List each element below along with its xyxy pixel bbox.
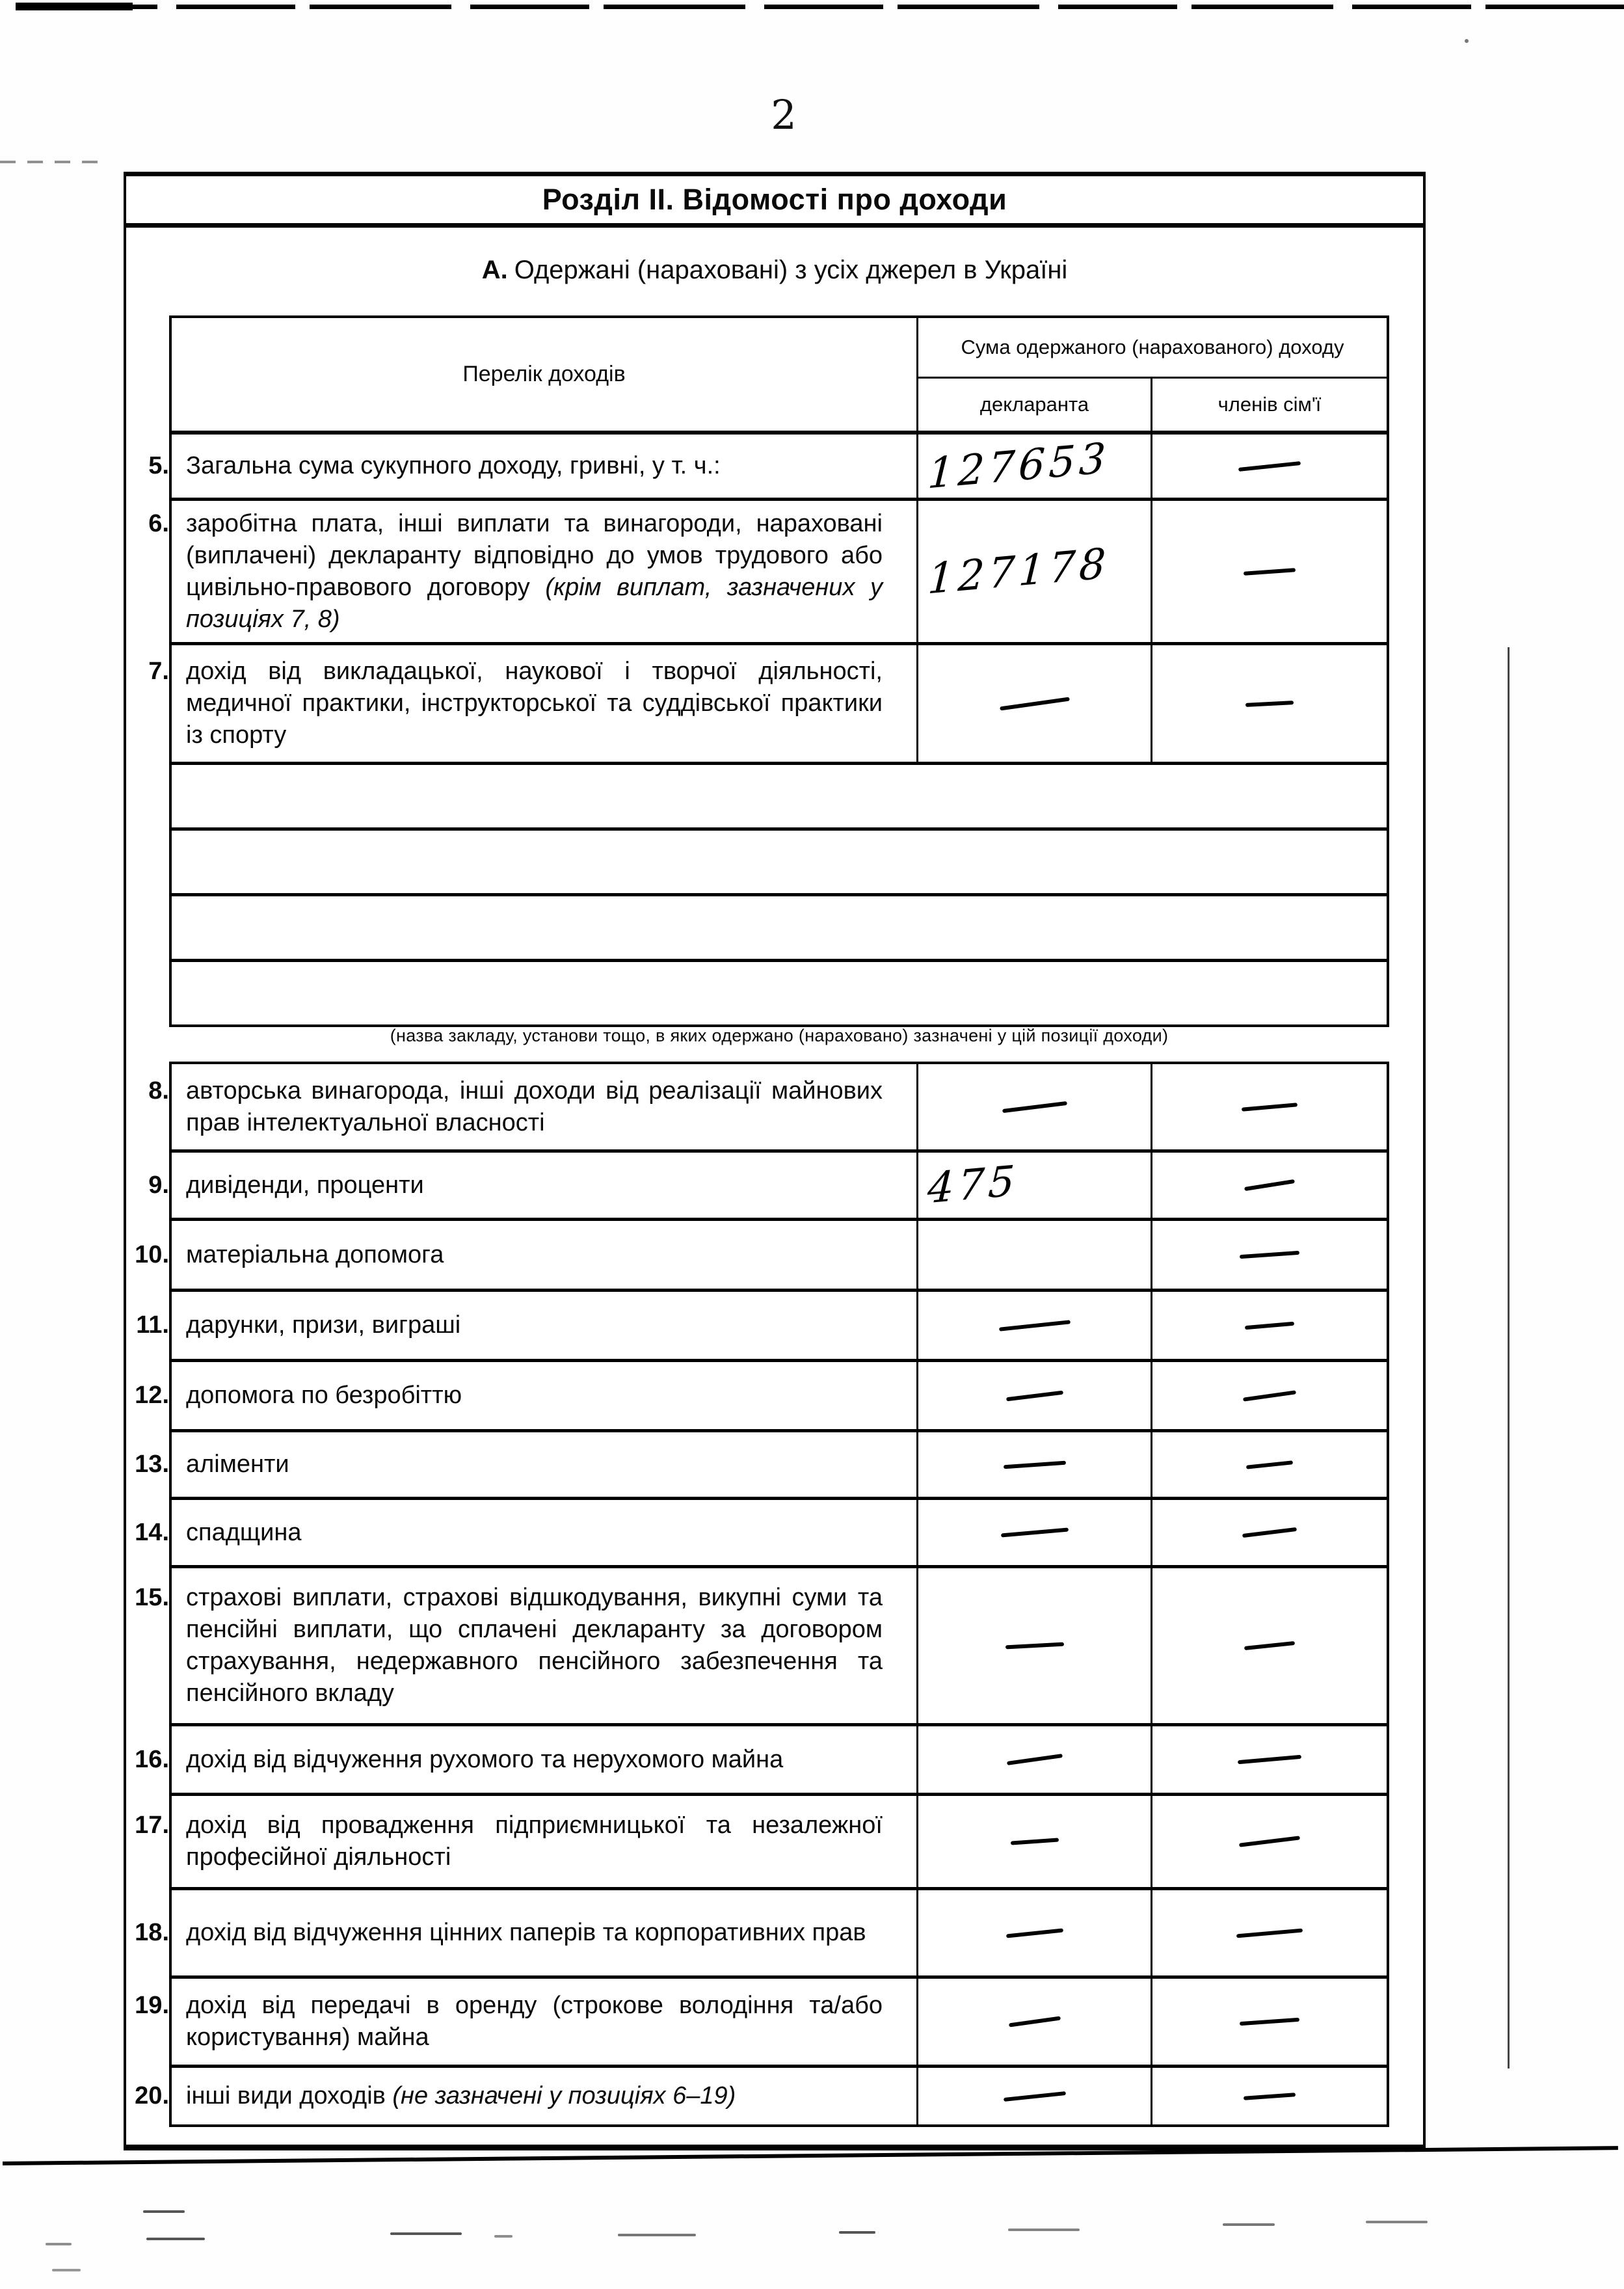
handwritten-dash: [1236, 1928, 1303, 1938]
income-row-5: [148, 433, 1387, 499]
declarant-amount-cell: [918, 1796, 1152, 1887]
handwritten-dash: [1238, 461, 1301, 471]
family-amount-cell: [1152, 1979, 1387, 2065]
income-label-cell: [136, 1292, 918, 1359]
declarant-amount-cell: [918, 1064, 1152, 1149]
income-row-6: [148, 498, 1387, 642]
family-amount-cell: [1152, 1796, 1387, 1887]
income-label-cell: [135, 1221, 918, 1289]
column-header-sum: [918, 318, 1387, 379]
income-label-cell: [135, 1726, 918, 1793]
page-number: 2: [771, 91, 797, 139]
handwritten-dash: [1240, 2018, 1299, 2026]
declarant-amount-cell: [918, 1292, 1152, 1359]
handwritten-dash: [1246, 1460, 1293, 1469]
declarant-amount-cell: [918, 1890, 1152, 1975]
handwritten-dash: [1007, 1754, 1063, 1765]
income-label: 12. допомога по безробіттю: [186, 1380, 883, 1412]
handwritten-dash: [1244, 1641, 1295, 1650]
scan-speck: [143, 2210, 185, 2213]
handwritten-dash: [1000, 697, 1070, 710]
income-label: 16. дохід від відчуження рухомого та нерухомого майна: [186, 1744, 883, 1776]
handwritten-dash: [1245, 701, 1294, 707]
row-number: 15.: [135, 1584, 169, 1611]
handwritten-amount: 475: [926, 1157, 1020, 1214]
subtitle-text: Одержані (нараховані) з усіх джерел в Україні: [514, 256, 1068, 284]
family-amount-cell: [1152, 435, 1387, 498]
family-amount-cell: [1152, 1500, 1387, 1565]
income-label: 7. дохід від викладацької, наукової і творчої діяльності, медичної практики, інструкторської та суддівської практики із спорту: [186, 656, 883, 751]
handwritten-dash: [1239, 1836, 1300, 1847]
family-amount-cell: [1152, 2068, 1387, 2124]
handwritten-dash: [1245, 1321, 1294, 1330]
handwritten-dash: [1002, 1101, 1067, 1112]
handwritten-dash: [1008, 2016, 1060, 2027]
handwritten-dash: [1003, 2091, 1065, 2101]
income-label: 20. інші види доходів (не зазначені у позиціях 6–19): [186, 2080, 883, 2112]
family-amount-cell: [1152, 501, 1387, 642]
income-label: 9. дивіденди, проценти: [186, 1170, 883, 1201]
column-header-income-list: [172, 318, 918, 431]
income-row-9: [148, 1149, 1387, 1218]
scan-speck: [618, 2234, 696, 2236]
income-rows-part2: [135, 1064, 1387, 2124]
income-label-cell: [135, 1568, 918, 1723]
handwritten-dash: [998, 1320, 1070, 1331]
column-header-family-label: членів сім'ї: [1218, 393, 1322, 416]
income-row-13: [135, 1429, 1387, 1497]
handwritten-amount: 127653: [926, 433, 1111, 499]
handwritten-dash: [1005, 1390, 1063, 1401]
family-amount-cell: [1152, 1890, 1387, 1975]
handwritten-dash: [1005, 1642, 1063, 1650]
column-header-income-list-label: Перелік доходів: [462, 362, 626, 386]
family-amount-cell: [1152, 1568, 1387, 1723]
declarant-amount-cell: [918, 645, 1152, 762]
handwritten-dash: [1240, 1251, 1299, 1259]
section-title: Розділ II. Відомості про доходи: [542, 183, 1007, 216]
institution-line: [172, 893, 1387, 959]
declarant-amount-cell: [918, 435, 1152, 498]
scan-speck: [1223, 2223, 1275, 2226]
income-label-cell: [135, 1890, 918, 1975]
income-table-part1: [148, 315, 1389, 1027]
income-row-18: [135, 1887, 1387, 1975]
scan-speck: [46, 2243, 72, 2245]
income-row-20: [135, 2065, 1387, 2124]
scan-speck: [146, 2238, 205, 2240]
institution-line: [172, 762, 1387, 827]
income-label-cell: [135, 1500, 918, 1565]
income-row-15: [135, 1565, 1387, 1723]
income-label-cell: [148, 1064, 918, 1149]
scan-speck: [839, 2231, 875, 2234]
institution-line: [172, 959, 1387, 1024]
income-label-cell: [135, 1362, 918, 1429]
scan-speck: [1366, 2221, 1428, 2223]
income-label-cell: [135, 1796, 918, 1887]
income-label: 15. страхові виплати, страхові відшкодування, викупні суми та пенсійні виплати, що сплачені декларанту за договором страхування, недержавного пенсійного забезпечення та пенсійного вкладу: [186, 1582, 883, 1709]
row-number: 10.: [135, 1240, 169, 1268]
scan-speck: [1465, 39, 1469, 43]
scan-artifact-top-line: [16, 5, 1624, 9]
row-number: 8.: [148, 1077, 169, 1104]
handwritten-dash: [1000, 1527, 1068, 1537]
income-label: 8. авторська винагорода, інші доходи від реалізації майнових прав інтелектуальної власності: [186, 1075, 883, 1139]
section-subtitle: [126, 256, 1423, 285]
row-number: 9.: [148, 1171, 169, 1199]
declarant-amount-cell: [918, 501, 1152, 642]
scan-speck: [52, 2269, 81, 2271]
declarant-amount-cell: [918, 1500, 1152, 1565]
institution-caption: (назва закладу, установи тощо, в яких одержано (нараховано) зазначені у цій позиції доходи): [390, 1026, 1169, 1045]
income-label: 19. дохід від передачі в оренду (строкове володіння та/або користування) майна: [186, 1990, 883, 2054]
subtitle-letter: А.: [481, 256, 508, 284]
column-header-declarant-label: декларанта: [979, 393, 1089, 416]
income-row-16: [135, 1723, 1387, 1793]
income-row-10: [135, 1218, 1387, 1289]
income-row-7: [148, 642, 1387, 762]
income-label-cell: [148, 1153, 918, 1218]
income-label-cell: [135, 2068, 918, 2124]
declarant-amount-cell: [918, 2068, 1152, 2124]
row-number: 17.: [135, 1812, 169, 1839]
declarant-amount-cell: [918, 1153, 1152, 1218]
income-label-cell: [148, 645, 918, 762]
family-amount-cell: [1152, 645, 1387, 762]
income-label-cell: [135, 1979, 918, 2065]
row-number: 13.: [135, 1451, 169, 1478]
handwritten-dash: [1003, 1460, 1065, 1469]
income-label-cell: [135, 1432, 918, 1497]
declarant-amount-cell: [918, 1726, 1152, 1793]
declarant-amount-cell: [918, 1221, 1152, 1289]
declarant-amount-cell: [918, 1432, 1152, 1497]
income-label: 5. Загальна сума сукупного доходу, гривні, у т. ч.:: [186, 450, 883, 482]
institution-blank-lines: [172, 762, 1387, 1024]
income-label: 13. аліменти: [186, 1449, 883, 1480]
income-table-part2: [135, 1062, 1389, 2127]
institution-line: [172, 827, 1387, 893]
family-amount-cell: [1152, 1726, 1387, 1793]
row-number: 16.: [135, 1745, 169, 1773]
income-row-12: [135, 1359, 1387, 1429]
column-header-sum-group: [918, 318, 1387, 431]
income-label-italic: (не зазначені у позиціях 6–19): [392, 2082, 736, 2109]
row-number: 14.: [135, 1518, 169, 1546]
family-amount-cell: [1152, 1432, 1387, 1497]
declarant-amount-cell: [918, 1362, 1152, 1429]
income-row-14: [135, 1497, 1387, 1565]
income-label: 10. матеріальна допомога: [186, 1239, 883, 1271]
column-header-declarant: [918, 379, 1152, 431]
income-row-19: [135, 1975, 1387, 2065]
section-box: [124, 172, 1426, 2150]
row-number: 19.: [135, 1992, 169, 2019]
income-row-8: [148, 1064, 1387, 1149]
income-label-italic: (крім виплат, зазначених у позиціях 7, 8): [186, 573, 883, 633]
income-label-cell: [148, 501, 918, 642]
row-number: 5.: [148, 452, 169, 479]
income-label: 14. спадщина: [186, 1517, 883, 1549]
row-number: 11.: [136, 1311, 169, 1339]
family-amount-cell: [1152, 1292, 1387, 1359]
scan-speck: [1008, 2229, 1080, 2231]
income-label: 18. дохід від відчуження цінних паперів та корпоративних прав: [186, 1917, 883, 1949]
handwritten-amount: 127178: [926, 539, 1111, 604]
handwritten-dash: [1244, 568, 1296, 576]
family-amount-cell: [1152, 1153, 1387, 1218]
income-label: 17. дохід від провадження підприємницької та незалежної професійної діяльності: [186, 1810, 883, 1873]
handwritten-dash: [1243, 1390, 1296, 1401]
row-number: 12.: [135, 1382, 169, 1409]
column-header-family: [1152, 379, 1387, 431]
family-amount-cell: [1152, 1064, 1387, 1149]
handwritten-dash: [1005, 1928, 1063, 1938]
income-row-11: [136, 1289, 1387, 1359]
column-header-sum-label: Сума одержаного (нарахованого) доходу: [961, 336, 1344, 358]
handwritten-dash: [1244, 2093, 1296, 2100]
family-amount-cell: [1152, 1221, 1387, 1289]
table-header: [172, 318, 1387, 435]
income-row-17: [135, 1793, 1387, 1887]
income-rows-part1: [148, 433, 1387, 762]
scan-speck: [494, 2235, 512, 2238]
handwritten-dash: [1242, 1103, 1298, 1111]
declarant-amount-cell: [918, 1979, 1152, 2065]
handwritten-dash: [1244, 1179, 1295, 1191]
income-label: 6. заробітна плата, інші виплати та винагороди, нараховані (виплачені) декларанту відповідно до умов трудового або цивільно-правового договору (крім виплат, зазначених у позиціях 7, 8): [186, 508, 883, 636]
column-subheaders: [918, 379, 1387, 431]
income-label-cell: [148, 435, 918, 498]
scan-artifact-right-line: [1508, 647, 1510, 2068]
row-number: 20.: [135, 2082, 169, 2109]
section-title-bar: [126, 176, 1423, 228]
row-number: 6.: [148, 509, 169, 537]
handwritten-dash: [1010, 1838, 1058, 1845]
scan-artifact-left-dash: [0, 161, 99, 163]
income-label: 11. дарунки, призи, виграші: [186, 1309, 883, 1341]
handwritten-dash: [1238, 1755, 1301, 1765]
row-number: 18.: [135, 1919, 169, 1946]
row-number: 7.: [148, 658, 169, 685]
handwritten-dash: [1242, 1527, 1297, 1538]
family-amount-cell: [1152, 1362, 1387, 1429]
scan-speck: [390, 2232, 462, 2235]
declarant-amount-cell: [918, 1568, 1152, 1723]
